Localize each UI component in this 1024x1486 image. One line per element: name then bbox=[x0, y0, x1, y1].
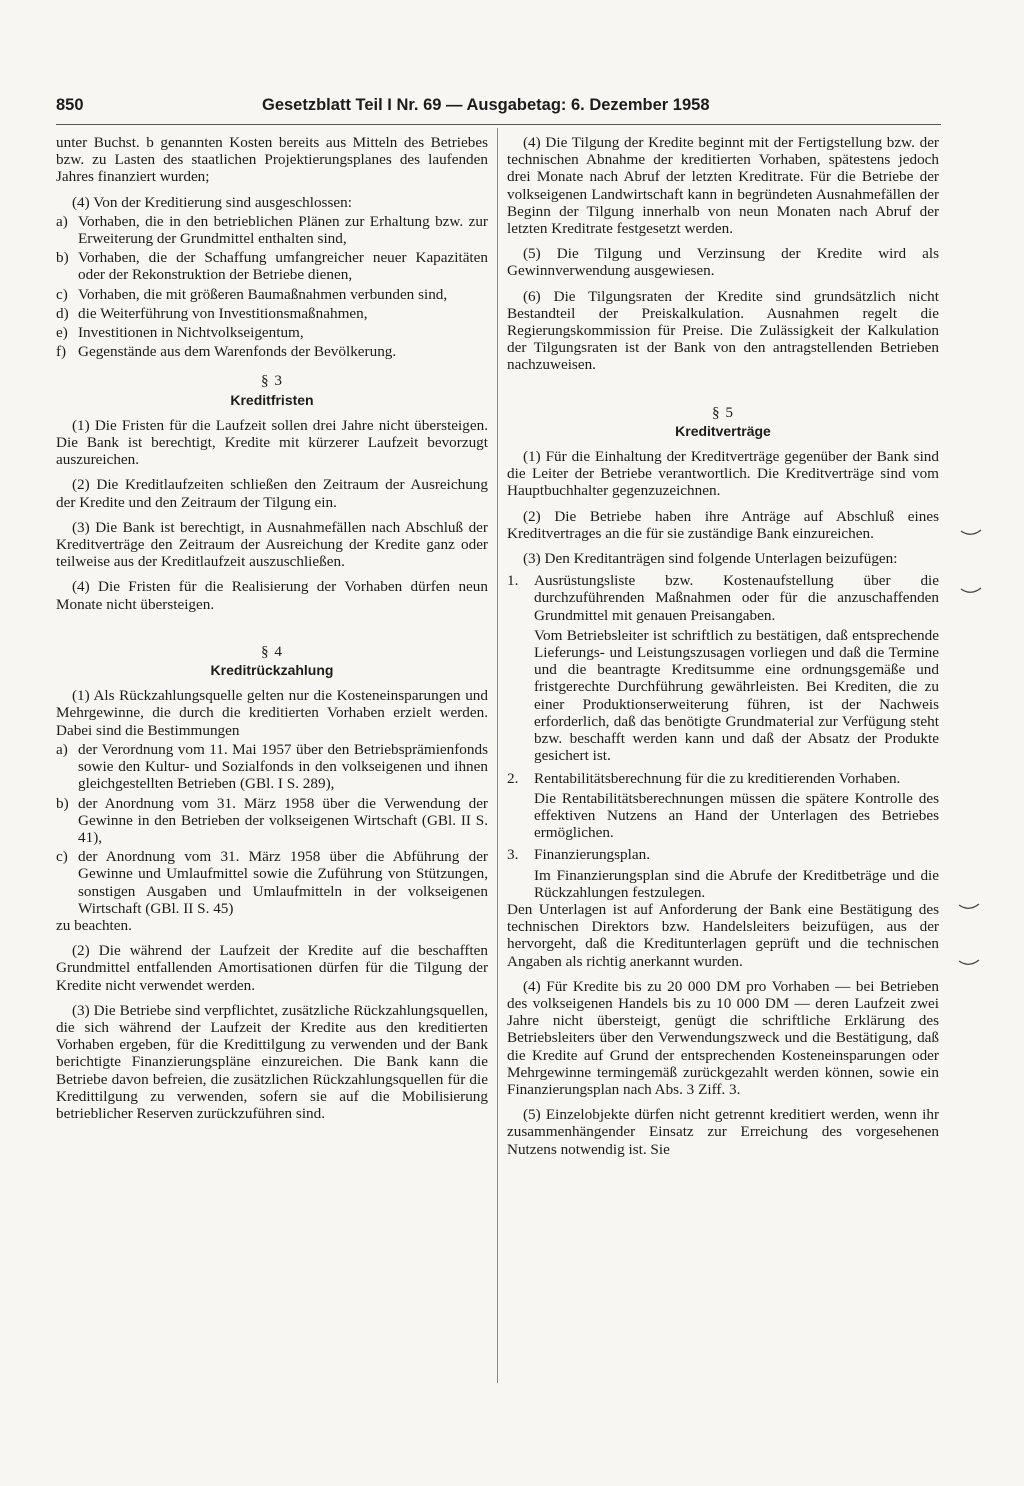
list-item bbox=[56, 795, 488, 847]
section-3-paragraph: (4) Die Fristen für die Realisierung der Vorhaben dürfen neun Monate nicht übersteigen. bbox=[56, 578, 488, 613]
intro-paragraph: unter Buchst. b genannten Kosten bereits aus Mitteln des Betriebes bzw. zu Lasten des staatlichen Projektierungsplanes des laufenden Jahres finanziert wurden; bbox=[56, 134, 488, 186]
list-label: b) bbox=[56, 249, 69, 267]
section-5-number: § 5 bbox=[712, 403, 734, 421]
section-5-paragraph: (1) Für die Einhaltung der Kreditverträge gegenüber der Bank sind die Leiter der Betriebe verantwortlich. Die Kreditverträge sind vom Hauptbuchhalter gegenzuzeichnen. bbox=[507, 448, 939, 500]
section-4-number: § 4 bbox=[261, 642, 283, 660]
list-label: 1. bbox=[507, 572, 519, 590]
list-item bbox=[56, 305, 488, 322]
list-text: Vorhaben, die der Schaffung umfangreicher neuer Kapazitäten oder der Rekonstruktion der Betriebe dienen, bbox=[78, 249, 488, 284]
page-header bbox=[56, 96, 941, 122]
list-item-note: Die Rentabilitätsberechnungen müssen die spätere Kontrolle des effektiven Nutzens an Hand der Unterlagen des Betriebes ermöglichen. bbox=[534, 789, 939, 842]
gazette-title: Gesetzblatt Teil I Nr. 69 — Ausgabetag: 6. Dezember 1958 bbox=[262, 96, 710, 114]
section-3-number: § 3 bbox=[261, 372, 283, 390]
list-text: der Anordnung vom 31. März 1958 über die Verwendung der Gewinne in den Betrieben der volkseigenen Wirtschaft (GBl. II S. 41), bbox=[78, 794, 488, 846]
list-text: Finanzierungsplan. bbox=[534, 846, 650, 864]
list-label: c) bbox=[56, 285, 68, 303]
section-4-paragraph: (3) Die Betriebe sind verpflichtet, zusätzliche Rückzahlungsquellen, die sich während der Laufzeit der Kredite aus den kreditierten Vorhaben ergeben, für die Kredittilgung zu verwenden und der Bank berichtigte Finanzierungspläne einzureichen. Die Bank kann die Betriebe davon befreien, die zusätzlichen Rückzahlungsquellen für die Kredittilgung zu verwenden, sofern sie auf die Mobilisierung betrieblicher Reserven zurückzuführen sind. bbox=[56, 1001, 488, 1122]
left-column bbox=[56, 134, 488, 1122]
section-4-paragraph: (2) Die während der Laufzeit der Kredite auf die beschafften Grundmittel entfallenden Amortisationen dürfen für die Tilgung der Kredite nicht verwendet werden. bbox=[56, 942, 488, 994]
section-3-paragraph: (3) Die Bank ist berechtigt, in Ausnahmefällen nach Abschluß der Kreditverträge den Zeitraum der Ausreichung der Kredite ganz oder teilweise aus der Kreditlaufzeit auszuschließen. bbox=[56, 518, 488, 571]
list-label: e) bbox=[56, 324, 68, 342]
list-label: f) bbox=[56, 343, 67, 361]
list-text: der Verordnung vom 11. Mai 1957 über den Betriebsprämienfonds sowie den Kultur- und Sozialfonds in den volkseigenen und ihnen gleichgestellten Betrieben (GBl. I S. 289), bbox=[78, 740, 488, 793]
list-item bbox=[56, 324, 488, 341]
section-4-title: Kreditrückzahlung bbox=[210, 662, 334, 679]
section-5-paragraph: (5) Einzelobjekte dürfen nicht getrennt kreditiert werden, wenn ihr zusammenhängender Einsatz zur Erreichung des vorgesehenen Nutzens notwendig ist. Sie bbox=[507, 1106, 939, 1158]
list-item-note: Vom Betriebsleiter ist schriftlich zu bestätigen, daß entsprechende Lieferungs- und Leistungszusagen vorliegen und daß die Termine und die beantragte Kreditsumme eine ordnungsgemäße und fristgerechte Durchführung gewährleisten. Bei Krediten, die zu einer Produktionserweiterung führen, ist der Nachweis erforderlich, daß das benötigte Grundmaterial zur Verfügung steht bzw. beschafft werden kann und daß der Absatz der Produkte gesichert ist. bbox=[534, 626, 939, 765]
section-3-paragraph: (2) Die Kreditlaufzeiten schließen den Zeitraum der Ausreichung der Kredite und den Zeitraum der Tilgung ein. bbox=[56, 476, 488, 511]
section-5-para-3-tail: Den Unterlagen ist auf Anforderung der Bank eine Bestätigung des technischen Direktors bzw. Handelsleiters beizufügen, aus der hervorgeht, daß die Kreditunterlagen geprüft und die technischen Angaben als richtig anerkannt wurden. bbox=[507, 900, 939, 970]
list-item bbox=[56, 286, 488, 303]
list-label: c) bbox=[56, 848, 68, 866]
list-item bbox=[507, 846, 939, 863]
section-3-title: Kreditfristen bbox=[230, 391, 314, 408]
section-5-para-3-lead: (3) Den Kreditanträgen sind folgende Unterlagen beizufügen: bbox=[523, 550, 898, 568]
list-item bbox=[507, 770, 939, 787]
para-4-lead: (4) Von der Kreditierung sind ausgeschlossen: bbox=[72, 193, 352, 211]
list-text: Vorhaben, die mit größeren Baumaßnahmen verbunden sind, bbox=[78, 285, 448, 303]
list-item bbox=[56, 213, 488, 247]
right-column bbox=[507, 134, 939, 1158]
list-text: Rentabilitätsberechnung für die zu kreditierenden Vorhaben. bbox=[534, 769, 901, 787]
section-4-paragraph: (6) Die Tilgungsraten der Kredite sind grundsätzlich nicht Bestandteil der Preiskalkulation. Ausnahmen regelt die Regierungskommission für Preise. Die Zulässigkeit der Kalkulation der Tilgungsraten ist der Bank von den antragstellenden Betrieben nachzuweisen. bbox=[507, 287, 939, 374]
margin-mark bbox=[958, 958, 980, 968]
list-text: die Weiterführung von Investitionsmaßnahmen, bbox=[78, 304, 368, 322]
list-item bbox=[56, 848, 488, 917]
list-label: 2. bbox=[507, 769, 519, 787]
list-label: 3. bbox=[507, 846, 519, 864]
section-4-paragraph: (5) Die Tilgung und Verzinsung der Kredite wird als Gewinnverwendung ausgewiesen. bbox=[507, 245, 939, 280]
list-item bbox=[56, 741, 488, 793]
section-3-paragraph: (1) Die Fristen für die Laufzeit sollen drei Jahre nicht übersteigen. Die Bank ist berechtigt, Kredite mit kürzerer Laufzeit bevorzugt auszureichen. bbox=[56, 416, 488, 469]
list-text: Ausrüstungsliste bzw. Kostenaufstellung über die durchzuführenden Maßnahmen oder für die anzuschaffenden Grundmittel mit genauen Preisangaben. bbox=[534, 572, 939, 624]
section-4-para-1-lead: (1) Als Rückzahlungsquelle gelten nur die Kosteneinsparungen und Mehrgewinne, die durch die kreditierten Vorhaben erzielt werden. Dabei sind die Bestimmungen bbox=[56, 687, 488, 739]
header-rule bbox=[56, 124, 941, 125]
list-item bbox=[56, 343, 488, 360]
list-item bbox=[56, 249, 488, 283]
section-5-title: Kreditverträge bbox=[675, 422, 771, 439]
margin-mark bbox=[958, 902, 980, 912]
section-5-paragraph: (4) Für Kredite bis zu 20 000 DM pro Vorhaben — bei Betrieben des volkseigenen Handels bis zu 10 000 DM — deren Laufzeit zwei Jahre nicht übersteigt, genügt die schriftliche Erklärung des Betriebsleiters über den Verwendungszweck und die Bestätigung, daß die Kredite auf Grund der entsprechenden Kosteneinsparungen oder Mehrgewinne termingemäß zurückgezahlt werden können, sowie ein Finanzierungsplan nach Abs. 3 Ziff. 3. bbox=[507, 977, 939, 1098]
margin-mark bbox=[960, 528, 982, 538]
list-item bbox=[507, 572, 939, 624]
list-label: d) bbox=[56, 304, 69, 322]
list-item-note: Im Finanzierungsplan sind die Abrufe der Kreditbeträge und die Rückzahlungen festzulegen. bbox=[534, 866, 939, 901]
list-text: Investitionen in Nichtvolkseigentum, bbox=[78, 324, 304, 342]
section-4-paragraph: (4) Die Tilgung der Kredite beginnt mit der Fertigstellung bzw. der technischen Abnahme der kreditierten Vorhaben, spätestens jedoch drei Monate nach Abruf der letzten Kreditrate. Für die Betriebe der volkseigenen Landwirtschaft kann in begründeten Ausnahmefällen der Beginn der Tilgung innerhalb von neun Monaten nach Abruf der letzten Kreditrate festgesetzt werden. bbox=[507, 134, 939, 238]
section-5-paragraph: (2) Die Betriebe haben ihre Anträge auf Abschluß eines Kreditvertrages an die für sie zuständige Bank einzureichen. bbox=[507, 507, 939, 542]
list-text: Gegenstände aus dem Warenfonds der Bevölkerung. bbox=[78, 343, 397, 361]
section-4-para-1-tail: zu beachten. bbox=[56, 916, 132, 934]
list-label: a) bbox=[56, 212, 68, 230]
margin-mark bbox=[960, 586, 982, 596]
column-divider bbox=[497, 128, 498, 1383]
list-text: Vorhaben, die in den betrieblichen Plänen zur Erhaltung bzw. zur Erweiterung der Grundmittel enthalten sind, bbox=[78, 212, 488, 248]
list-label: b) bbox=[56, 794, 69, 812]
list-text: der Anordnung vom 31. März 1958 über die Abführung der Gewinne und Umlaufmittel sowie die Zuführung von Stützungen, sonstigen Ausgaben und Umlaufmitteln in der volkseigenen Wirtschaft (GBl. II S. 45) bbox=[78, 848, 488, 917]
list-label: a) bbox=[56, 740, 68, 758]
page-number: 850 bbox=[56, 96, 84, 114]
